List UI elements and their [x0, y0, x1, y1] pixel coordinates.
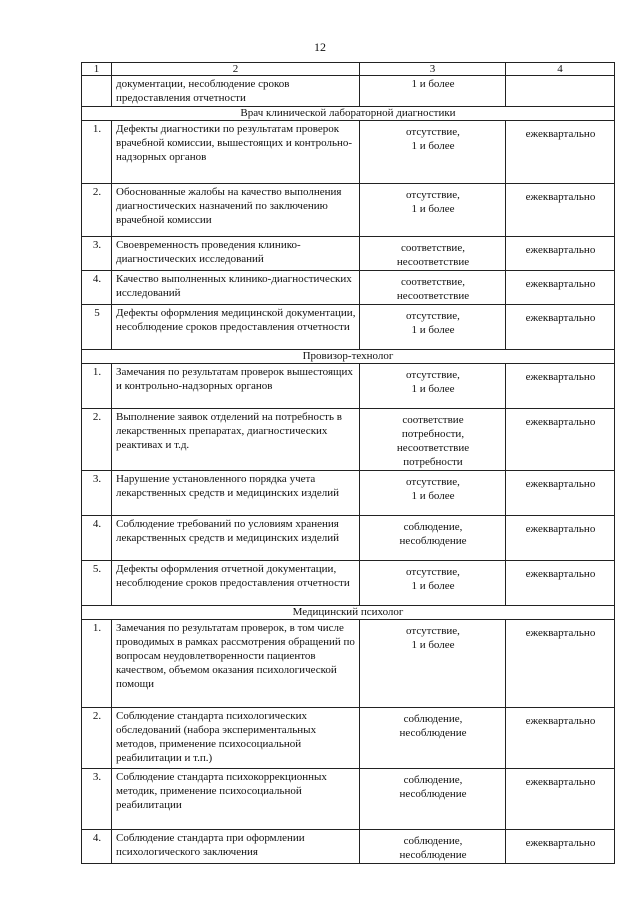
frequency-text: ежеквартально [506, 516, 615, 561]
frequency-text: ежеквартально [506, 561, 615, 606]
table-row [82, 516, 615, 561]
table-row [82, 121, 615, 184]
criteria-text: отсутствие, 1 и более [360, 561, 506, 606]
frequency-text: ежеквартально [506, 305, 615, 350]
indicator-text: Замечания по результатам проверок вышестоящих и контрольно-надзорных органов [112, 364, 360, 409]
criteria-text: отсутствие, 1 и более [360, 620, 506, 708]
criteria-text: 1 и более [360, 76, 506, 107]
row-number: 1. [82, 620, 112, 708]
indicator-text: Соблюдение стандарта психокоррекционных методик, применение психосоциальной реабилитации [112, 769, 360, 830]
row-number: 2. [82, 184, 112, 237]
table-row [82, 409, 615, 471]
header-cell-2: 2 [112, 63, 360, 76]
criteria-text: отсутствие, 1 и более [360, 305, 506, 350]
criteria-text: отсутствие, 1 и более [360, 364, 506, 409]
frequency-text: ежеквартально [506, 237, 615, 271]
row-number: 3. [82, 471, 112, 516]
table-row [82, 305, 615, 350]
header-cell-4: 4 [506, 63, 615, 76]
table-row [82, 620, 615, 708]
row-number: 1. [82, 364, 112, 409]
criteria-text: отсутствие, 1 и более [360, 471, 506, 516]
indicator-text: Своевременность проведения клинико-диагностических исследований [112, 237, 360, 271]
indicator-text: Качество выполненных клинико-диагностических исследований [112, 271, 360, 305]
indicator-text: Выполнение заявок отделений на потребность в лекарственных препаратах, диагностических реактивах и т.д. [112, 409, 360, 471]
indicator-text: документации, несоблюдение сроков предоставления отчетности [112, 76, 360, 107]
section-title-row [82, 606, 615, 620]
section-title-row [82, 107, 615, 121]
row-number: 4. [82, 830, 112, 864]
row-number: 3. [82, 237, 112, 271]
criteria-text: отсутствие, 1 и более [360, 121, 506, 184]
frequency-text: ежеквартально [506, 471, 615, 516]
row-number: 2. [82, 708, 112, 769]
row-number: 5. [82, 561, 112, 606]
indicator-text: Дефекты диагностики по результатам проверок врачебной комиссии, вышестоящих и контрольно-надзорных органов [112, 121, 360, 184]
frequency-text: ежеквартально [506, 364, 615, 409]
row-number: 2. [82, 409, 112, 471]
table-row [82, 237, 615, 271]
table-row [82, 830, 615, 864]
row-number: 3. [82, 769, 112, 830]
table-row [82, 364, 615, 409]
row-number: 1. [82, 121, 112, 184]
indicator-text: Соблюдение требований по условиям хранения лекарственных средств и медицинских изделий [112, 516, 360, 561]
frequency-text [506, 76, 615, 107]
criteria-text: соблюдение, несоблюдение [360, 516, 506, 561]
row-number: 4. [82, 271, 112, 305]
indicator-text: Дефекты оформления отчетной документации, несоблюдение сроков предоставления отчетности [112, 561, 360, 606]
criteria-text: соблюдение, несоблюдение [360, 708, 506, 769]
frequency-text: ежеквартально [506, 708, 615, 769]
frequency-text: ежеквартально [506, 620, 615, 708]
frequency-text: ежеквартально [506, 409, 615, 471]
section-title: Провизор-технолог [82, 350, 615, 364]
frequency-text: ежеквартально [506, 184, 615, 237]
indicator-text: Обоснованные жалобы на качество выполнения диагностических назначений по заключению врачебной комиссии [112, 184, 360, 237]
indicator-text: Дефекты оформления медицинской документации, несоблюдение сроков предоставления отчетности [112, 305, 360, 350]
indicator-text: Замечания по результатам проверок, в том числе проводимых в рамках рассмотрения обращений по вопросам неудовлетворенности пациентов качеством, объемом оказания психологической помощи [112, 620, 360, 708]
table-row [82, 708, 615, 769]
criteria-text: соответствие потребности, несоответствие потребности [360, 409, 506, 471]
section-title-row [82, 350, 615, 364]
continuation-row [82, 76, 615, 107]
frequency-text: ежеквартально [506, 830, 615, 864]
page-number: 12 [314, 40, 326, 54]
table-row [82, 471, 615, 516]
row-number: 4. [82, 516, 112, 561]
criteria-text: соблюдение, несоблюдение [360, 769, 506, 830]
table-row [82, 271, 615, 305]
frequency-text: ежеквартально [506, 121, 615, 184]
row-number: 5 [82, 305, 112, 350]
section-title: Медицинский психолог [82, 606, 615, 620]
criteria-text: соответствие, несоответствие [360, 237, 506, 271]
criteria-table [81, 62, 615, 864]
table-row [82, 769, 615, 830]
section-title: Врач клинической лабораторной диагностики [82, 107, 615, 121]
table-row [82, 184, 615, 237]
criteria-text: соответствие, несоответствие [360, 271, 506, 305]
header-row [82, 63, 615, 76]
criteria-text: отсутствие, 1 и более [360, 184, 506, 237]
indicator-text: Соблюдение стандарта при оформлении психологического заключения [112, 830, 360, 864]
header-cell-3: 3 [360, 63, 506, 76]
row-number [82, 76, 112, 107]
frequency-text: ежеквартально [506, 271, 615, 305]
criteria-text: соблюдение, несоблюдение [360, 830, 506, 864]
header-cell-1: 1 [82, 63, 112, 76]
indicator-text: Соблюдение стандарта психологических обследований (набора экспериментальных методов, применение психосоциальной реабилитации и т.п.) [112, 708, 360, 769]
frequency-text: ежеквартально [506, 769, 615, 830]
indicator-text: Нарушение установленного порядка учета лекарственных средств и медицинских изделий [112, 471, 360, 516]
table-row [82, 561, 615, 606]
